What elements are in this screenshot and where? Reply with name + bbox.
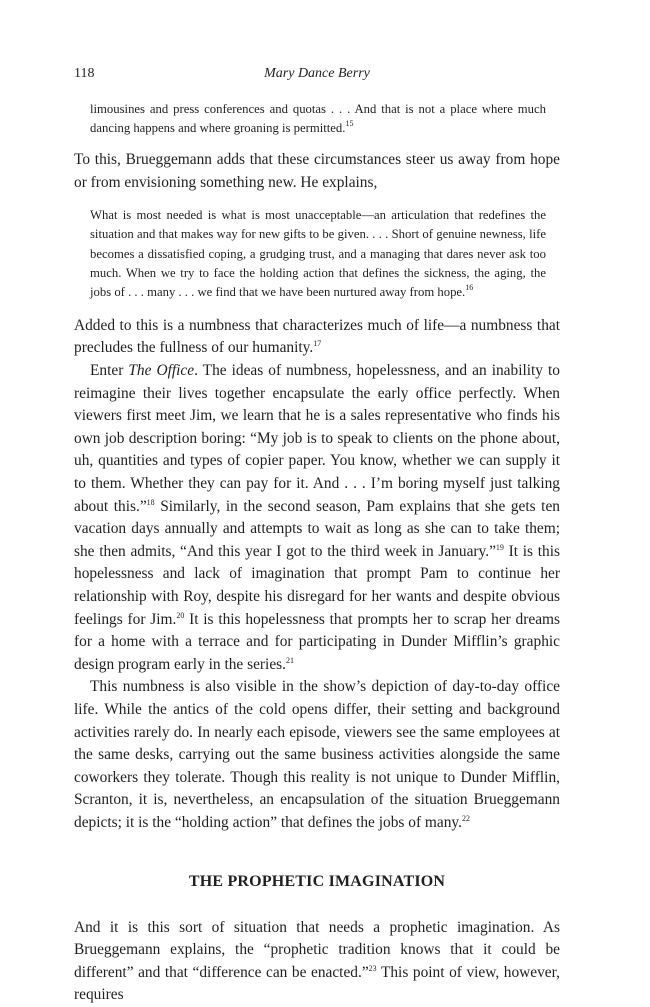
paragraph-text: This numbness is also visible in the show’s depiction of day-to-day office life. While the antics of the cold opens differ, their setting and background activities rarely do. In nearly each episode, viewers see the same employees at the same desks, carrying out the same business activities alongside the same coworkers they tolerate. Though this reality is not unique to Dunder Mifflin, Scranton, it is, nevertheless, an encapsulation of the situation Brueggemann depicts; it is the “holding action” that defines the jobs of many. — [74, 678, 560, 831]
paragraph — [74, 917, 560, 1007]
paragraph-text: It is this hopelessness that prompts her to scrap her dreams for a home with a terrace and for participating in Dunder Mifflin’s graphic design program early in the series. — [74, 610, 560, 673]
footnote-ref: 19 — [495, 542, 504, 552]
footnote-ref: 22 — [461, 813, 470, 823]
paragraph-text: This point of view, however, requires — [74, 963, 560, 1004]
page-header — [74, 66, 560, 86]
footnote-ref: 21 — [285, 655, 294, 665]
block-quote-text: limousines and press conferences and quotas . . . And that is not a place where much dancing happens and where groaning is permitted. — [90, 102, 546, 136]
paragraph — [74, 315, 560, 360]
paragraph — [74, 676, 560, 834]
footnote-ref: 18 — [146, 497, 155, 507]
footnote-ref: 17 — [313, 339, 322, 349]
footnote-ref: 15 — [345, 119, 354, 129]
section-heading: THE PROPHETIC IMAGINATION — [188, 872, 446, 890]
paragraph-text: Added to this is a numbness that characterizes much of life—a numbness that precludes the fullness of our humanity. — [74, 316, 560, 357]
paragraph-text: Similarly, in the second season, Pam explains that she gets ten vacation days annually and attempts to wait as long as she can to take them; she then admits, “And this year I got to the third week in January.” — [74, 497, 560, 560]
paragraph-text: To this, Brueggemann adds that these circumstances steer us away from hope or from envisioning something new. He explains, — [74, 151, 560, 191]
page-number: 118 — [74, 66, 95, 81]
show-title: The Office — [128, 362, 195, 380]
block-quote-text: What is most needed is what is most unacceptable—an articulation that redefines the situation and that makes way for new gifts to be given. . . . Short of genuine newness, life becomes a dissatisfied coping, a grudging trust, and a managing that dares never ask too much. When we try to face the holding action that defines the sickness, the aging, the jobs of . . . many . . . we find that we have been nurtured away from hope. — [90, 208, 546, 299]
page-body — [74, 100, 560, 1007]
block-quote — [90, 206, 546, 301]
running-head: Mary Dance Berry — [264, 66, 370, 81]
footnote-ref: 16 — [465, 282, 474, 292]
paragraph-text: Enter — [90, 362, 129, 380]
footnote-ref: 23 — [368, 963, 377, 973]
paragraph — [74, 360, 560, 676]
block-quote — [90, 100, 546, 138]
paragraph — [74, 149, 560, 194]
paragraph-text: . The ideas of numbness, hopelessness, and an inability to reimagine their lives together encapsulate the early office perfectly. When viewers first meet Jim, we learn that he is a sales representative who finds his own job description boring: “My job is to speak to clients on the phone about, uh, quantities and types of copier paper. You know, whether we can supply it to them. Whether they can pay for it. And . . . I’m boring myself just talking about this.” — [74, 362, 560, 515]
footnote-ref: 20 — [176, 610, 185, 620]
paragraph-text: And it is this sort of situation that needs a prophetic imagination. As Brueggemann explains, the “prophetic tradition knows that it could be different” and that “difference can be enacted.” — [74, 918, 560, 981]
paragraph-text: It is this hopelessness and lack of imagination that prompt Pam to continue her relationship with Roy, despite his disregard for her wants and despite obvious feelings for Jim. — [74, 542, 560, 628]
